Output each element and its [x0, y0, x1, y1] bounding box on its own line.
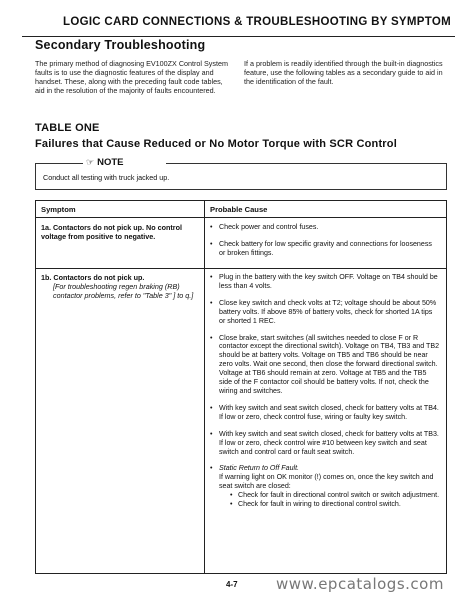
- pointing-hand-icon: ☞: [86, 157, 95, 167]
- table-header-row: [36, 201, 446, 218]
- table-label: TABLE ONE: [35, 122, 100, 134]
- table-title: Failures that Cause Reduced or No Motor Torque with SCR Control: [35, 138, 397, 150]
- cause-1b-6-lead: Static Return to Off Fault.: [219, 464, 300, 473]
- intro-right-paragraph: If a problem is readily identified through the built-in diagnostics feature, use the following tables as a secondary guide to aid in the identification of the fault.: [244, 59, 443, 87]
- note-title: NOTE: [97, 157, 124, 168]
- header-title: LOGIC CARD CONNECTIONS & TROUBLESHOOTING BY SYMPTOM: [63, 16, 451, 28]
- causes-1b: [210, 273, 440, 509]
- page-number: 4-7: [226, 580, 238, 589]
- cause-1b-1: • Plug in the battery with the key switch OFF. Voltage on TB4 should be less than 4 volts.: [210, 273, 440, 291]
- cause-1b-6: [210, 464, 440, 509]
- cause-1b-4: • With key switch and seat switch closed, check for battery volts at TB4. If low or zero, check control fuse, wiring or faulty key switch.: [210, 404, 440, 422]
- note-rule-right: [166, 163, 446, 164]
- sub-cause-2: • Check for fault in wiring to directional control switch.: [219, 500, 440, 509]
- note-rule-left: [36, 163, 83, 164]
- cause-1b-3: • Close brake, start switches (all switches needed to close F or R contactor except the directional switch). Voltage on TB4, TB3 and TB2 should be at battery volts. Voltage on TB5 and TB6 should be near zero volts. Wait one second, then close the forward directional switch. Voltage at TB6 should remain at zero. Voltage at TB5 and the TB5 side of the F contactor coil should be battery volts. If not, check the wiring and switches.: [210, 334, 440, 396]
- symptom-1b-note: [For troubleshooting regen braking (RB) contactor problems, refer to "Table 3" ] to q.]: [53, 282, 194, 300]
- cause-1b-5: • With key switch and seat switch closed, check for battery volts at TB3. If low or zero, check control wire #10 between key switch and seat switch and control card or fault seat switch.: [210, 430, 440, 457]
- causes-1a: [210, 223, 440, 262]
- note-text: Conduct all testing with truck jacked up.: [43, 173, 170, 182]
- note-heading: [86, 157, 123, 168]
- intro-left-paragraph: The primary method of diagnosing EV100ZX Control System faults is to use the diagnostic features of the display and handset. These, along with the preceding fault code tables, aid in the resolution of the majority of faults encountered.: [35, 59, 228, 96]
- column-divider: [204, 201, 205, 573]
- cause-1b-6-text: If warning light on OK monitor (!) comes on, once the key switch and seat switch are closed:: [219, 473, 434, 491]
- troubleshooting-table: [35, 200, 447, 574]
- cause-1b-2: • Close key switch and check volts at T2; voltage should be about 50% battery volts. If above 85% of battery volts, check for shorted 1A tips or shorted 1 REC.: [210, 299, 440, 326]
- sub-cause-1: • Check for fault in directional control switch or switch adjustment.: [219, 491, 440, 500]
- symptom-1a: [41, 223, 199, 241]
- cause-1a-1: • Check power and control fuses.: [210, 223, 440, 232]
- watermark: www.epcatalogs.com: [276, 575, 444, 593]
- row-divider: [36, 268, 446, 269]
- column-header-symptom: Symptom: [41, 205, 76, 214]
- symptom-1a-text: 1a. Contactors do not pick up. No control voltage from positive to negative.: [41, 223, 182, 241]
- cause-1a-2: • Check battery for low specific gravity and connections for looseness or broken fittings.: [210, 240, 440, 258]
- symptom-1b-text: 1b. Contactors do not pick up.: [41, 273, 145, 282]
- symptom-1b: [41, 273, 199, 300]
- note-box: [35, 157, 447, 190]
- header-bar: [22, 10, 455, 37]
- column-header-probable-cause: Probable Cause: [210, 205, 268, 214]
- section-title: Secondary Troubleshooting: [35, 38, 206, 52]
